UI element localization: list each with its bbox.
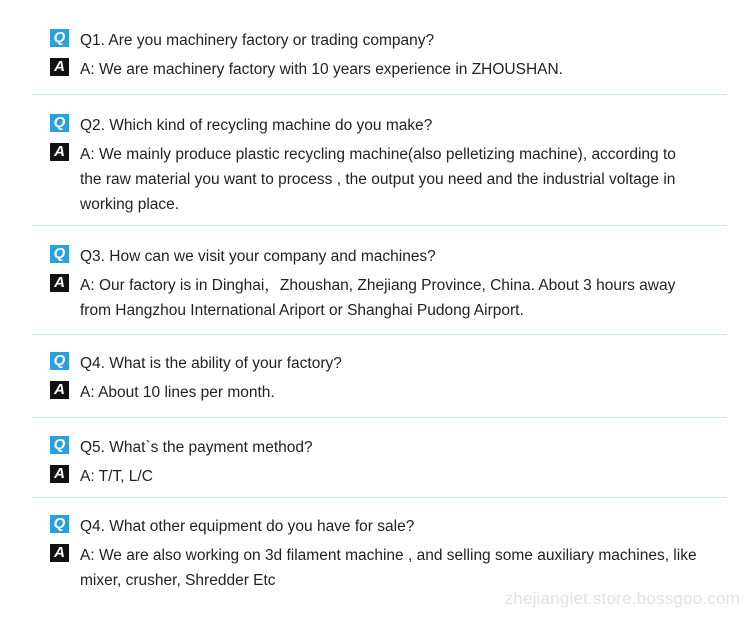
question-row xyxy=(50,351,342,371)
answer-text: A: T/T, L/C xyxy=(80,468,153,485)
answer-badge-icon: A xyxy=(50,381,69,399)
divider xyxy=(32,417,726,418)
answer-badge-icon: A xyxy=(50,143,69,161)
divider xyxy=(32,225,726,226)
question-text: Q4. What other equipment do you have for sale? xyxy=(80,518,415,535)
divider xyxy=(32,497,726,498)
question-badge-icon: Q xyxy=(50,29,69,47)
answer-badge-icon: A xyxy=(50,544,69,562)
divider xyxy=(32,94,726,95)
question-row xyxy=(50,28,434,48)
watermark: zhejiangiet.store.bossgoo.com xyxy=(504,589,740,608)
answer-row xyxy=(50,543,700,589)
answer-badge-icon: A xyxy=(50,465,69,483)
answer-row xyxy=(50,464,700,484)
question-text: Q1. Are you machinery factory or trading company? xyxy=(80,32,435,49)
question-badge-icon: Q xyxy=(50,114,69,132)
answer-row xyxy=(50,273,700,319)
question-row xyxy=(50,435,313,455)
question-text: Q4. What is the ability of your factory? xyxy=(80,355,342,372)
answer-row xyxy=(50,380,700,400)
divider xyxy=(32,334,726,335)
question-row xyxy=(50,514,414,534)
answer-row xyxy=(50,142,700,213)
answer-text: A: About 10 lines per month. xyxy=(80,384,275,401)
question-badge-icon: Q xyxy=(50,436,69,454)
answer-text: A: Our factory is in Dinghai，Zhoushan, Zhejiang Province, China. About 3 hours away from Hangzhou International Ariport or Shanghai Pudong Airport. xyxy=(80,277,676,319)
answer-badge-icon: A xyxy=(50,58,69,76)
question-badge-icon: Q xyxy=(50,245,69,263)
question-badge-icon: Q xyxy=(50,515,69,533)
question-row xyxy=(50,244,436,264)
question-text: Q3. How can we visit your company and machines? xyxy=(80,248,436,265)
answer-badge-icon: A xyxy=(50,274,69,292)
question-badge-icon: Q xyxy=(50,352,69,370)
question-text: Q2. Which kind of recycling machine do you make? xyxy=(80,117,433,134)
answer-text: A: We are also working on 3d filament machine , and selling some auxiliary machines, like mixer, crusher, Shredder Etc xyxy=(80,547,697,589)
answer-text: A: We mainly produce plastic recycling machine(also pelletizing machine), according to the raw material you want to process , the output you need and the industrial voltage in working place. xyxy=(80,146,676,213)
question-row xyxy=(50,113,432,133)
answer-row xyxy=(50,57,700,77)
answer-text: A: We are machinery factory with 10 years experience in ZHOUSHAN. xyxy=(80,61,563,78)
question-text: Q5. What`s the payment method? xyxy=(80,439,313,456)
